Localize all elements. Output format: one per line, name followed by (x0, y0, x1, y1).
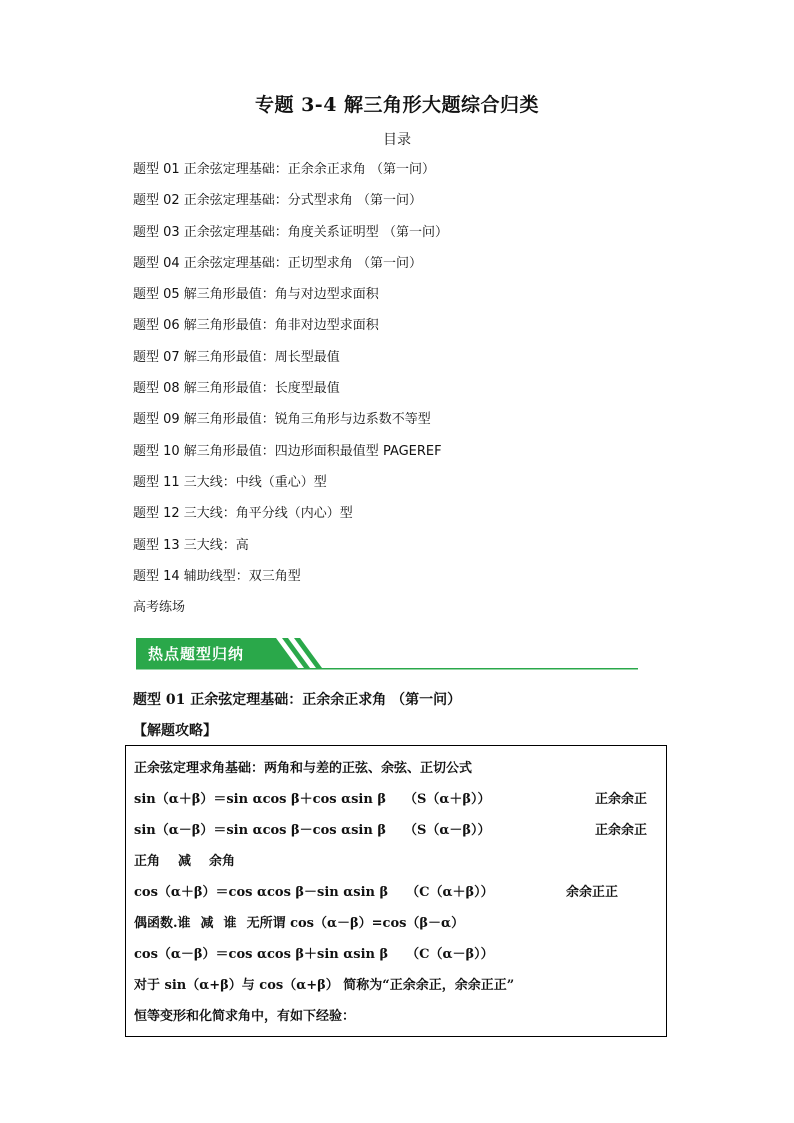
formula-sin-sum (134, 791, 490, 809)
sin-mnemonic (134, 853, 235, 871)
toc-item[interactable]: 题型 01 正余弦定理基础：正余余正求角 （第一问） (133, 162, 435, 177)
formula-cos-diff (134, 946, 494, 964)
mnemonic-part: 无所谓 cos（α－β）=cos（β－α） (246, 916, 465, 931)
formula-tag: （S（α－β）） (403, 823, 491, 838)
banner-label: 热点题型归纳 (148, 645, 245, 663)
formula-tag: （C（α＋β）） (406, 885, 494, 900)
formula-note: 正余余正 (595, 823, 648, 838)
strategy-label: 【解题攻略】 (133, 723, 217, 739)
formula-note: 余余正正 (566, 885, 619, 900)
toc-item[interactable]: 题型 07 解三角形最值：周长型最值 (133, 349, 340, 365)
mnemonic-part: 余角 (209, 854, 236, 869)
experience-line: 恒等变形和化简求角中，有如下经验： (134, 1009, 356, 1024)
toc-item[interactable]: 题型 08 解三角形最值：长度型最值 (133, 381, 340, 397)
table-of-contents (133, 160, 673, 629)
formula-text: sin（α－β）＝sin αcos β－cos αsin β (134, 823, 386, 838)
toc-item[interactable]: 高考练场 (133, 600, 186, 616)
toc-item[interactable]: 题型 05 解三角形最值：角与对边型求面积 (133, 287, 379, 303)
toc-item[interactable]: 题型 10 解三角形最值：四边形面积最值型 PAGEREF (133, 443, 442, 459)
strategy-box (125, 745, 667, 1037)
formula-text: cos（α－β）＝cos αcos β＋sin αsin β (134, 947, 389, 962)
toc-item[interactable]: 题型 06 解三角形最值：角非对边型求面积 (133, 318, 379, 334)
formula-cos-sum (134, 884, 494, 902)
summary-line: 对于 sin（α+β）与 cos（α+β） 简称为“正余余正，余余正正” (134, 978, 515, 993)
section-heading: 题型 01 正余弦定理基础：正余余正求角 （第一问） (133, 692, 462, 708)
mnemonic-part: 减 (200, 916, 214, 931)
toc-item[interactable]: 题型 03 正余弦定理基础：角度关系证明型 （第一问） (133, 224, 448, 240)
toc-item[interactable]: 题型 09 解三角形最值：锐角三角形与边系数不等型 (133, 412, 431, 428)
formula-note: 正余余正 (595, 792, 648, 807)
toc-item[interactable]: 题型 12 三大线：角平分线（内心）型 (133, 506, 353, 522)
mnemonic-part: 减 (178, 854, 192, 869)
cos-mnemonic (134, 915, 464, 933)
section-banner (136, 636, 638, 670)
document-title: 专题 3-4 解三角形大题综合归类 (254, 94, 540, 116)
formula-text: sin（α＋β）＝sin αcos β＋cos αsin β (134, 792, 386, 807)
mnemonic-part: 偶函数.谁 (134, 916, 191, 931)
toc-item[interactable]: 题型 11 三大线：中线（重心）型 (133, 474, 327, 490)
formula-tag: （C（α－β）） (406, 947, 494, 962)
formula-sin-diff (134, 822, 490, 840)
toc-item[interactable]: 题型 13 三大线：高 (133, 537, 249, 553)
mnemonic-part: 谁 (223, 916, 237, 931)
box-line-intro: 正余弦定理求角基础：两角和与差的正弦、余弦、正切公式 (134, 761, 473, 776)
formula-tag: （S（α＋β）） (403, 792, 491, 807)
toc-item[interactable]: 题型 14 辅助线型：双三角型 (133, 568, 301, 584)
mnemonic-part: 正角 (134, 854, 161, 869)
toc-heading: 目录 (383, 132, 411, 148)
toc-item[interactable]: 题型 02 正余弦定理基础：分式型求角 （第一问） (133, 193, 422, 209)
toc-item[interactable]: 题型 04 正余弦定理基础：正切型求角 （第一问） (133, 255, 422, 271)
formula-text: cos（α＋β）＝cos αcos β－sin αsin β (134, 885, 389, 900)
